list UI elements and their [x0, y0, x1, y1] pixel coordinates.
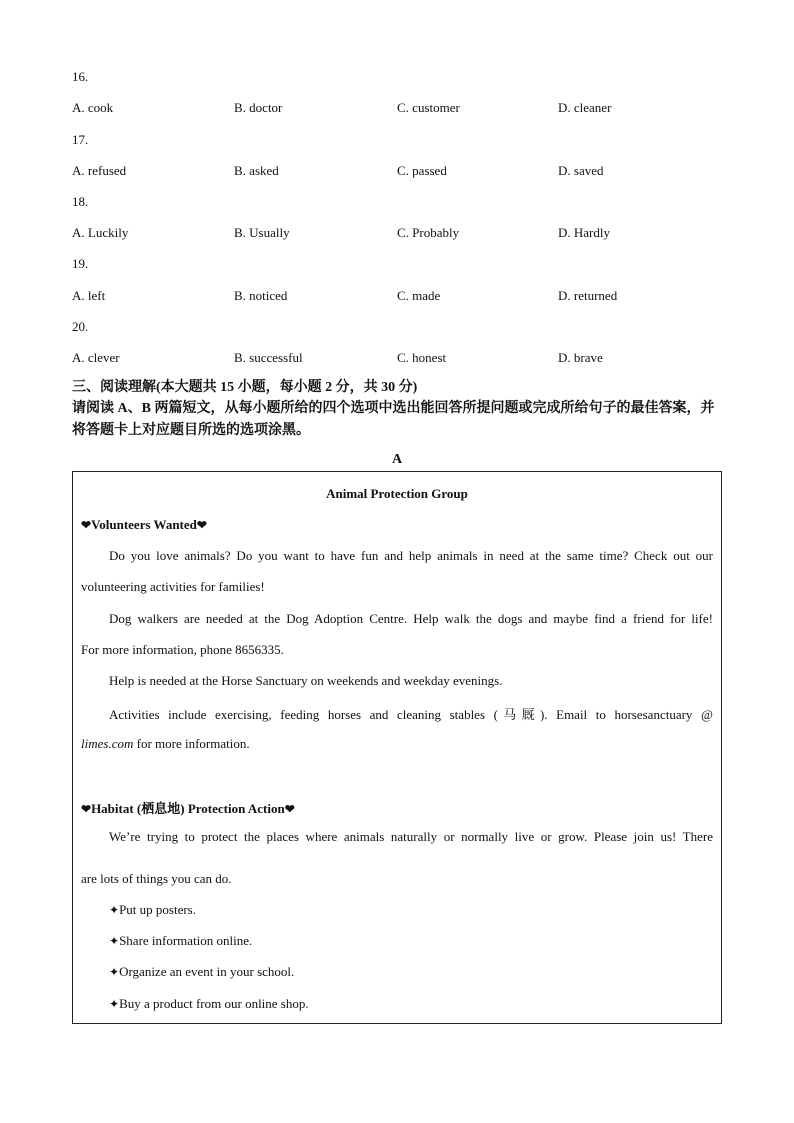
list-item-text: Share information online.: [119, 933, 253, 948]
list-item: [109, 996, 309, 1012]
heart-icon: ❤: [196, 518, 207, 532]
paragraph-4-line-2: [81, 736, 250, 752]
question-number: 20.: [72, 319, 89, 334]
paragraph-1-line-1: Do you love animals? Do you want to have fun and help animals in need at the same time? Check out our: [109, 548, 713, 563]
option-b: B. doctor: [234, 100, 283, 115]
option-d: D. saved: [558, 163, 604, 178]
star-icon: ✦: [109, 997, 120, 1011]
habitat-heading-text: Habitat (栖息地) Protection Action: [91, 801, 285, 816]
passage-box: [72, 471, 722, 1024]
star-icon: ✦: [109, 934, 120, 948]
list-item: [109, 964, 294, 980]
paragraph-1-line-2: volunteering activities for families!: [81, 579, 265, 594]
heart-icon: ❤: [284, 802, 295, 816]
question-number: 16.: [72, 69, 89, 84]
option-b: B. successful: [234, 350, 303, 365]
star-icon: ✦: [109, 965, 120, 979]
option-b: B. noticed: [234, 288, 288, 303]
option-b: B. asked: [234, 163, 279, 178]
option-c: C. made: [397, 288, 441, 303]
option-a: A. clever: [72, 350, 120, 365]
option-d: D. cleaner: [558, 100, 612, 115]
option-c: C. passed: [397, 163, 447, 178]
option-a: A. cook: [72, 100, 114, 115]
star-icon: ✦: [109, 903, 120, 917]
paragraph-2-line-1: Dog walkers are needed at the Dog Adoption Centre. Help walk the dogs and maybe find a friend for life!: [109, 611, 713, 626]
option-d: D. brave: [558, 350, 603, 365]
option-a: A. Luckily: [72, 225, 129, 240]
passage-letter: A: [391, 452, 403, 467]
list-item: [109, 902, 196, 918]
paragraph-4-line-1: Activities include exercising, feeding horses and cleaning stables (马厩). Email to horsesanctuary @: [109, 707, 713, 722]
heart-icon: ❤: [81, 802, 92, 816]
heart-icon: ❤: [81, 518, 92, 532]
option-d: D. Hardly: [558, 225, 610, 240]
option-d: D. returned: [558, 288, 618, 303]
paragraph-4-rest: for more information.: [133, 736, 250, 751]
option-a: A. refused: [72, 163, 127, 178]
paragraph-5-line-2: are lots of things you can do.: [81, 871, 232, 886]
list-item: [109, 933, 252, 949]
list-item-text: Put up posters.: [119, 902, 196, 917]
paragraph-2-line-2: For more information, phone 8656335.: [81, 642, 284, 657]
paragraph-3: Help is needed at the Horse Sanctuary on weekends and weekday evenings.: [109, 673, 503, 688]
volunteers-heading-text: Volunteers Wanted: [91, 517, 197, 532]
habitat-heading: [81, 798, 295, 817]
question-number: 17.: [72, 132, 89, 147]
question-number: 19.: [72, 256, 89, 271]
list-item-text: Organize an event in your school.: [119, 964, 295, 979]
paragraph-5-line-1: We’re trying to protect the places where animals naturally or normally live or grow. Please join us! There: [109, 829, 713, 844]
passage-title: Animal Protection Group: [326, 486, 468, 501]
option-c: C. customer: [397, 100, 460, 115]
option-a: A. left: [72, 288, 106, 303]
section-instruction: 请阅读 A、B 两篇短文，从每小题所给的四个选项中选出能回答所提问题或完成所给句子的最佳答案，并将答题卡上对应题目所选的选项涂黑。: [72, 401, 715, 438]
email-domain: limes.com: [81, 736, 134, 751]
volunteers-heading: [81, 517, 207, 533]
list-item-text: Buy a product from our online shop.: [119, 996, 309, 1011]
option-c: C. Probably: [397, 225, 460, 240]
section-heading: 三、阅读理解(本大题共 15 小题，每小题 2 分，共 30 分): [72, 380, 418, 395]
question-number: 18.: [72, 194, 89, 209]
option-c: C. honest: [397, 350, 447, 365]
option-b: B. Usually: [234, 225, 290, 240]
